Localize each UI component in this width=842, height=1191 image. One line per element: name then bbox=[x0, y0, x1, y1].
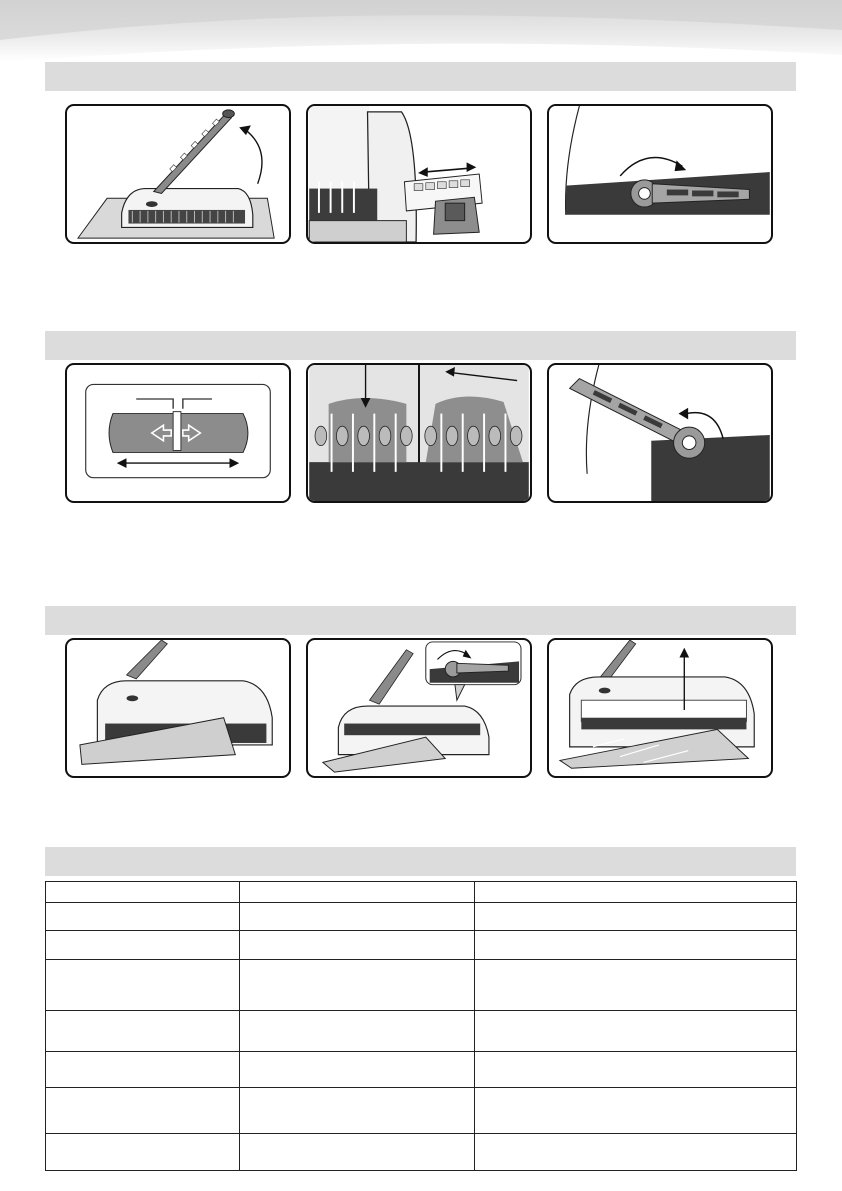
table-row bbox=[46, 903, 797, 931]
table-cell bbox=[240, 1011, 475, 1052]
spine-width-guide-illustration bbox=[67, 365, 289, 501]
header-swoosh bbox=[0, 0, 842, 62]
panel-comb-closing bbox=[306, 638, 532, 778]
section-2-header-bar bbox=[45, 331, 796, 360]
binding-machine-handle-raised-illustration bbox=[67, 106, 289, 242]
table-cell bbox=[46, 1088, 240, 1134]
panel-bound-document-removal bbox=[547, 638, 773, 778]
table-cell bbox=[240, 960, 475, 1011]
table-cell bbox=[240, 903, 475, 931]
table-row bbox=[46, 1088, 797, 1134]
table-row bbox=[46, 1134, 797, 1171]
table-cell bbox=[46, 1052, 240, 1088]
table-cell bbox=[475, 960, 797, 1011]
section-1-header-bar bbox=[45, 62, 796, 91]
panel-paper-insert bbox=[65, 638, 291, 778]
table-row bbox=[46, 1011, 797, 1052]
bound-document-removal-illustration bbox=[549, 640, 771, 776]
handle-rotate-forward-illustration bbox=[549, 106, 771, 242]
table-cell bbox=[475, 1052, 797, 1088]
paper-insert-illustration bbox=[67, 640, 289, 776]
table-cell bbox=[46, 1011, 240, 1052]
table-cell bbox=[240, 931, 475, 960]
panel-comb-fingers-loading bbox=[306, 363, 532, 503]
table-cell bbox=[46, 931, 240, 960]
table-cell bbox=[475, 1011, 797, 1052]
panel-handle-rotate-forward bbox=[547, 104, 773, 244]
panel-handle-raised bbox=[65, 104, 291, 244]
panel-punch-guide-slide bbox=[306, 104, 532, 244]
curved-arrow-icon bbox=[246, 130, 262, 183]
comb-closing-illustration bbox=[308, 640, 530, 776]
punch-guide-slide-illustration bbox=[308, 106, 530, 242]
table-cell bbox=[475, 903, 797, 931]
comb-fingers-loading-illustration bbox=[308, 365, 530, 501]
table-cell bbox=[475, 1088, 797, 1134]
table-cell bbox=[475, 931, 797, 960]
panel-spine-width-guide bbox=[65, 363, 291, 503]
panel-handle-rotate-back bbox=[547, 363, 773, 503]
page-header-band bbox=[0, 0, 842, 62]
table-row bbox=[46, 960, 797, 1011]
handle-rotate-back-illustration bbox=[549, 365, 771, 501]
table-cell bbox=[240, 1088, 475, 1134]
section-3-header-bar bbox=[45, 606, 796, 635]
table-cell bbox=[240, 1052, 475, 1088]
table-cell bbox=[46, 960, 240, 1011]
specifications-table bbox=[45, 881, 797, 1171]
section-4-header-bar bbox=[45, 847, 796, 876]
table-row bbox=[46, 1052, 797, 1088]
table-cell bbox=[46, 1134, 240, 1171]
table-cell bbox=[475, 882, 797, 903]
table-cell bbox=[46, 903, 240, 931]
table-cell bbox=[46, 882, 240, 903]
table-cell bbox=[240, 1134, 475, 1171]
table-row bbox=[46, 882, 797, 903]
table-cell bbox=[240, 882, 475, 903]
rotate-arrow-icon bbox=[620, 158, 682, 176]
table-cell bbox=[475, 1134, 797, 1171]
table-row bbox=[46, 931, 797, 960]
